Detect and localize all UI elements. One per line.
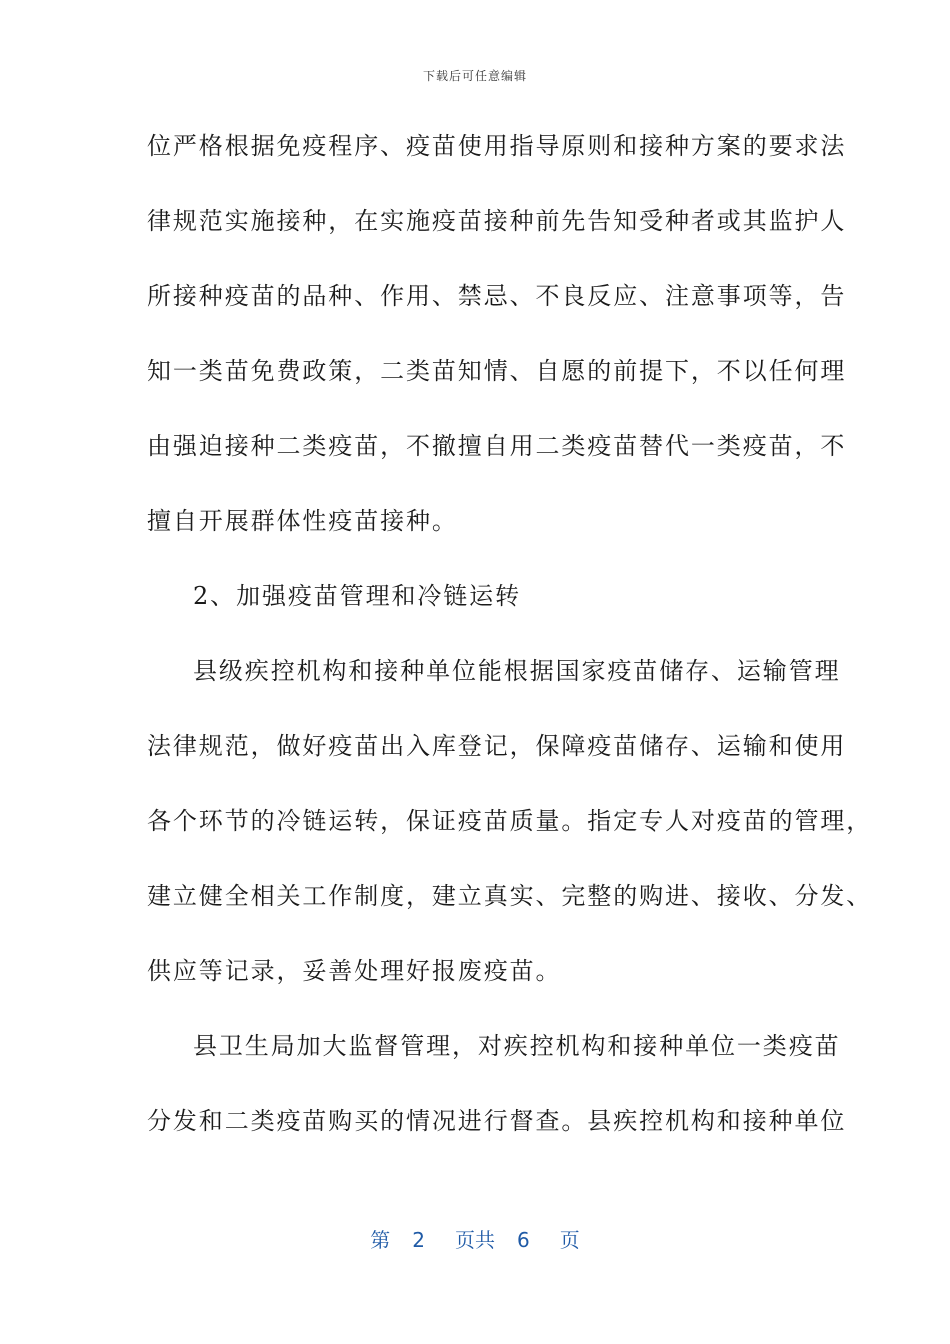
text-line: 建立健全相关工作制度，建立真实、完整的购进、接收、分发、: [147, 882, 873, 910]
page-footer: [0, 1224, 950, 1253]
footer-prefix: 第: [370, 1228, 391, 1252]
footer-total-pages: 6: [517, 1228, 530, 1252]
text-line: 法律规范，做好疫苗出入库登记，保障疫苗储存、运输和使用: [147, 732, 847, 760]
text-line: 由强迫接种二类疫苗，不撤擅自用二类疫苗替代一类疫苗，不: [147, 432, 847, 460]
text-line: 律规范实施接种，在实施疫苗接种前先告知受种者或其监护人: [147, 207, 847, 235]
text-line: 知一类苗免费政策，二类苗知情、自愿的前提下，不以任何理: [147, 357, 847, 385]
page-header: 下载后可任意编辑: [422, 69, 527, 83]
section-heading: 2、加强疫苗管理和冷链运转: [193, 582, 521, 610]
text-line: 所接种疫苗的品种、作用、禁忌、不良反应、注意事项等，告: [147, 282, 847, 310]
text-line: 供应等记录，妥善处理好报废疫苗。: [147, 957, 562, 985]
text-line: 分发和二类疫苗购买的情况进行督查。县疾控机构和接种单位: [147, 1107, 847, 1135]
text-line: 各个环节的冷链运转，保证疫苗质量。指定专人对疫苗的管理，: [147, 807, 873, 835]
document-body: [147, 122, 873, 1172]
text-line: 县卫生局加大监督管理，对疾控机构和接种单位一类疫苗: [193, 1032, 841, 1060]
text-line: 位严格根据免疫程序、疫苗使用指导原则和接种方案的要求法: [147, 132, 847, 160]
text-line: 擅自开展群体性疫苗接种。: [147, 507, 458, 535]
footer-current-page: 2: [412, 1228, 425, 1252]
footer-middle: 页共: [455, 1228, 495, 1252]
text-line: 县级疾控机构和接种单位能根据国家疫苗储存、运输管理: [193, 657, 841, 685]
footer-suffix: 页: [559, 1228, 580, 1252]
